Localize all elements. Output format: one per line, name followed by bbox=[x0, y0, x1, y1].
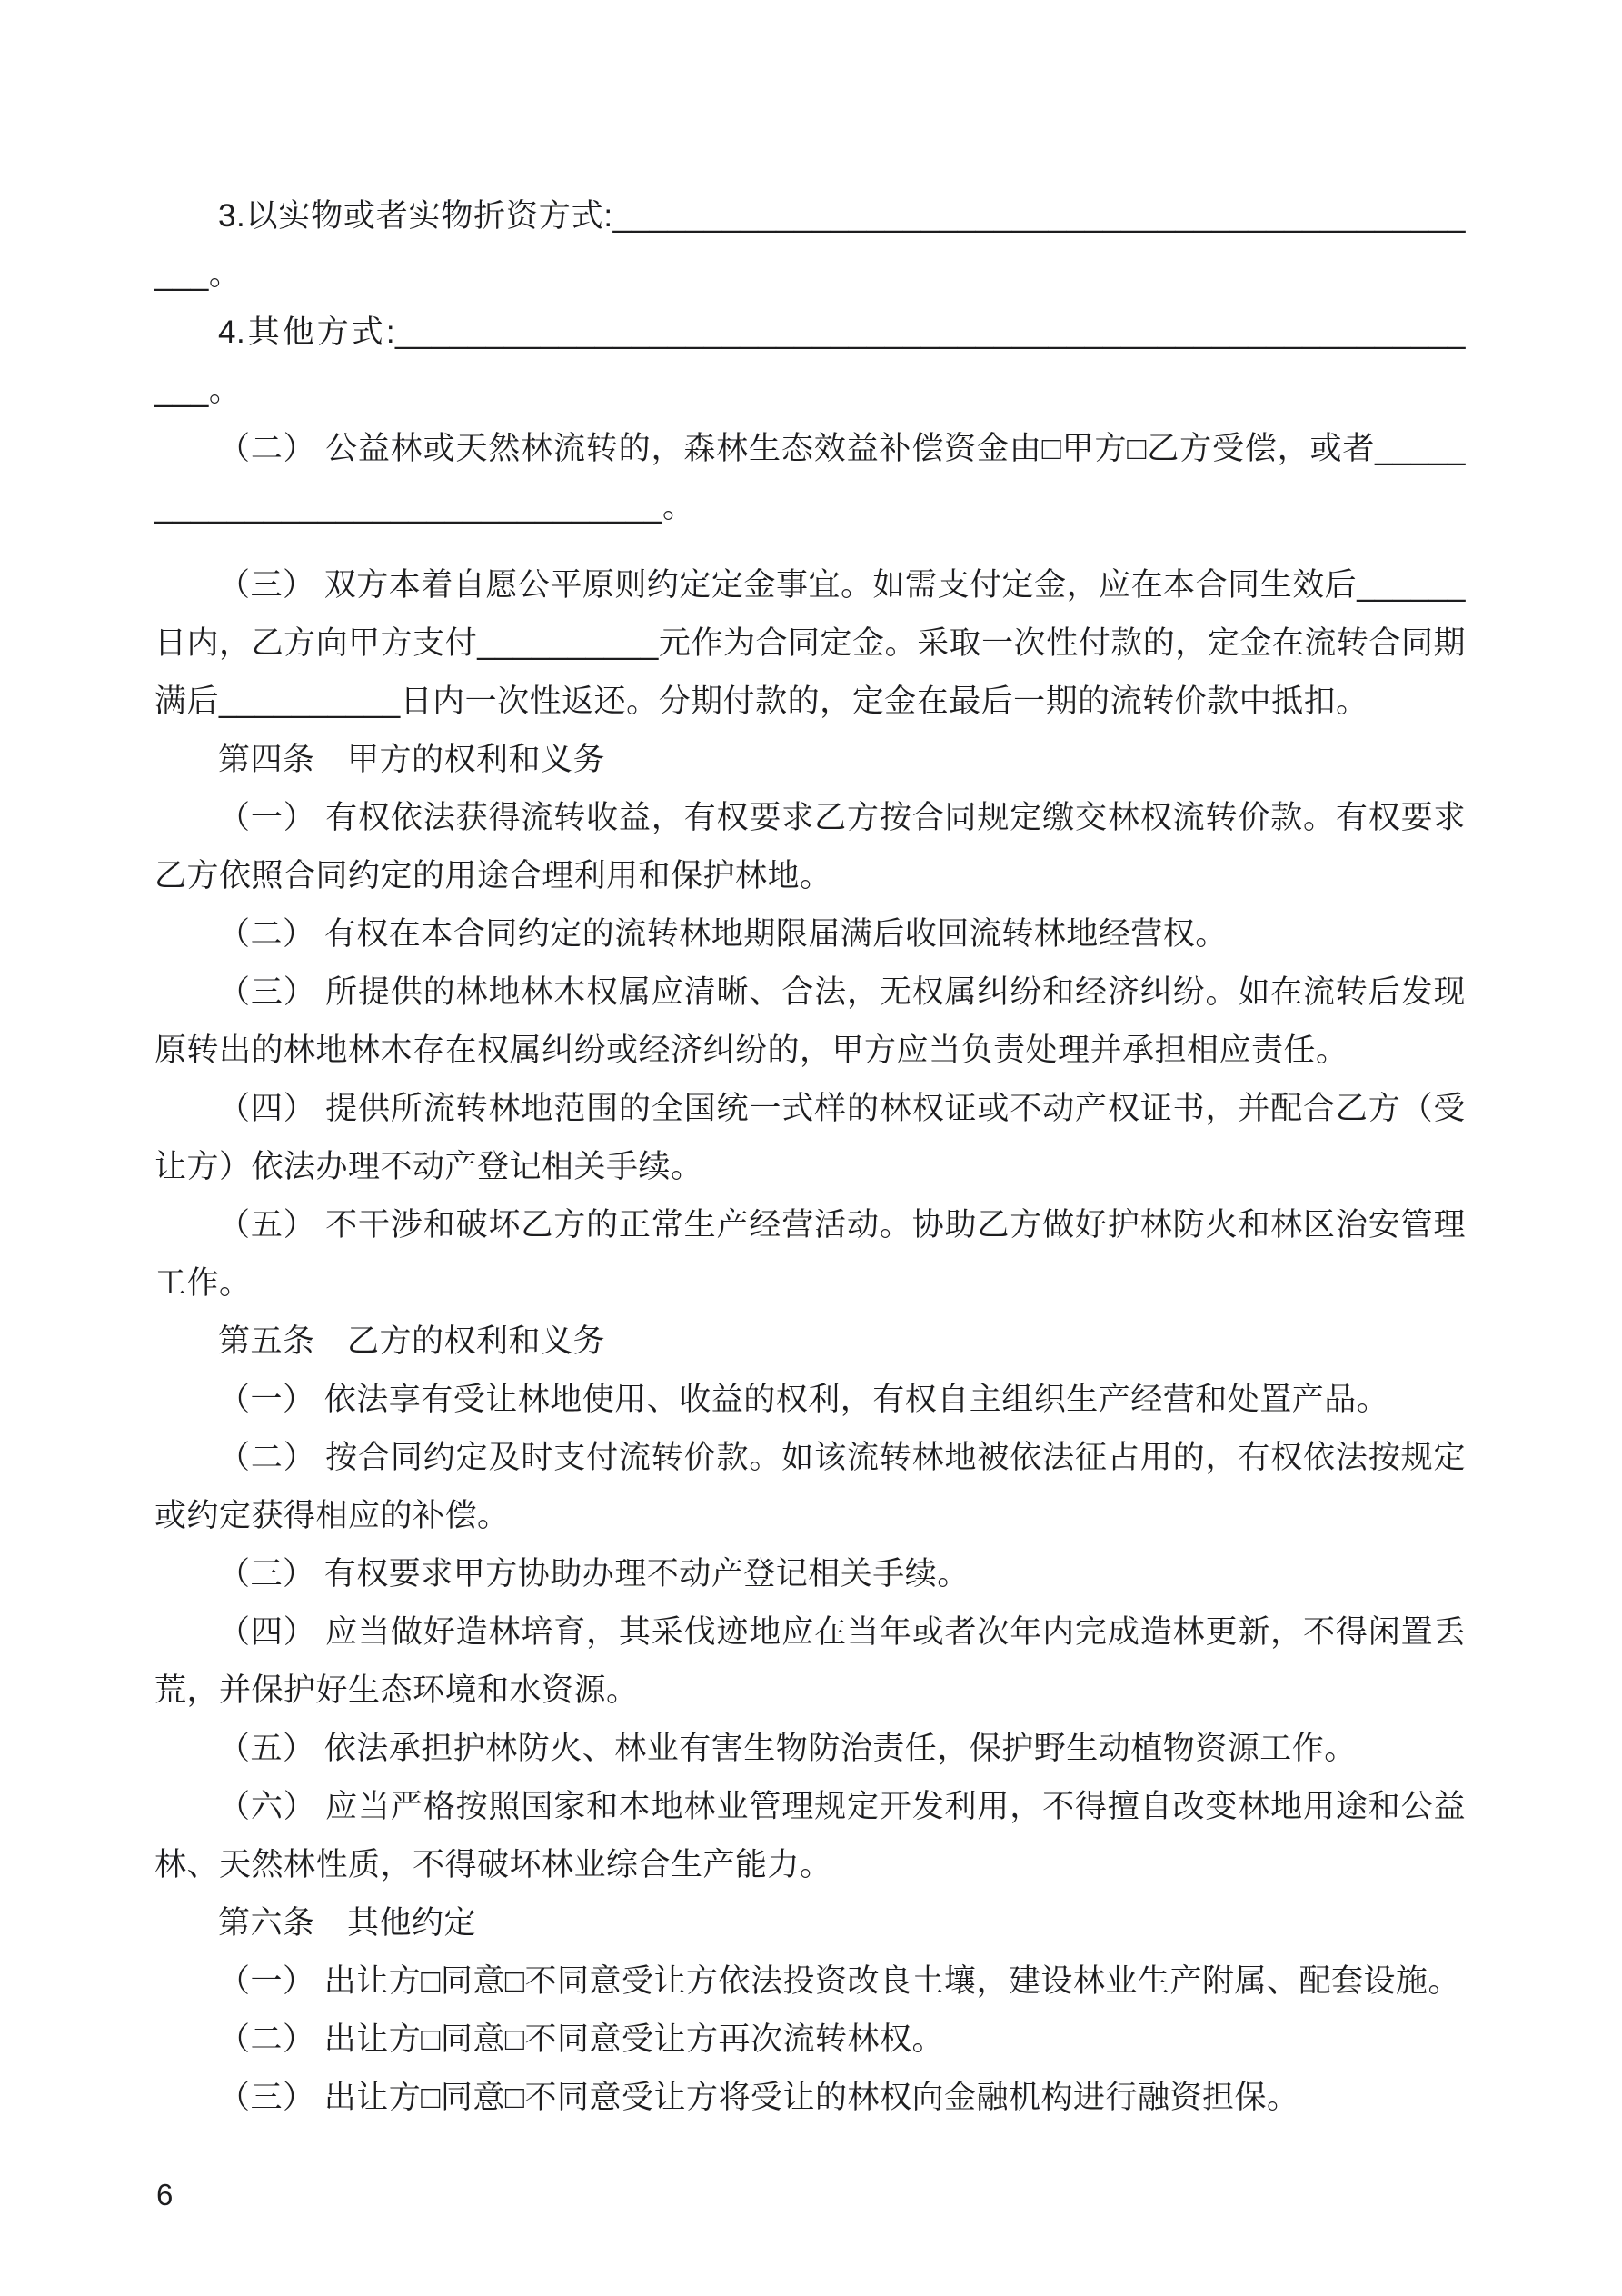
document-paragraph-article4-item-5: （五） 不干涉和破坏乙方的正常生产经营活动。协助乙方做好护林防火和林区治安管理工作。 bbox=[154, 1207, 1466, 1301]
document-paragraph-clause-compensation: （二） 公益林或天然林流转的，森林生态效益补偿资金由□甲方□乙方受偿，或者_________________________________。 bbox=[154, 431, 1466, 524]
document-paragraph-article5-item-3: （三） 有权要求甲方协助办理不动产登记相关手续。 bbox=[218, 1556, 970, 1592]
document-paragraph-article5-item-1: （一） 依法享有受让林地使用、收益的权利，有权自主组织生产经营和处置产品。 bbox=[218, 1382, 1389, 1417]
document-paragraph-blank-item-4: 4.其他方式:______________________________________________________________。 bbox=[154, 314, 1466, 408]
section-heading-article-4: 第四条 甲方的权利和义务 bbox=[218, 742, 606, 777]
section-heading-article-6: 第六条 其他约定 bbox=[218, 1905, 477, 1941]
document-paragraph-article4-item-2: （二） 有权在本合同约定的流转林地期限届满后收回流转林地经营权。 bbox=[218, 916, 1228, 952]
document-paragraph-article5-item-6: （六） 应当严格按照国家和本地林业管理规定开发利用，不得擅自改变林地用途和公益林、天然林性质，不得破坏林业综合生产能力。 bbox=[154, 1789, 1466, 1882]
document-paragraph-blank-item-3: 3.以实物或者实物折资方式:__________________________________________________。 bbox=[154, 198, 1466, 292]
document-paragraph-clause-deposit: （三） 双方本着自愿公平原则约定定金事宜。如需支付定金，应在本合同生效后______日内，乙方向甲方支付__________元作为合同定金。采取一次性付款的，定金在流转合同期满后__________日内一次性返还。分期付款的，定金在最后一期的流转价款中抵扣。 bbox=[154, 567, 1466, 719]
document-paragraph-article5-item-5: （五） 依法承担护林防火、林业有害生物防治责任，保护野生动植物资源工作。 bbox=[218, 1731, 1357, 1766]
document-paragraph-article4-item-3: （三） 所提供的林地林木权属应清晰、合法，无权属纠纷和经济纠纷。如在流转后发现原转出的林地林木存在权属纠纷或经济纠纷的，甲方应当负责处理并承担相应责任。 bbox=[154, 974, 1466, 1068]
document-paragraph-article6-item-3: （三） 出让方□同意□不同意受让方将受让的林权向金融机构进行融资担保。 bbox=[218, 2080, 1299, 2115]
contract-body-text bbox=[154, 187, 1466, 2127]
document-paragraph-article5-item-4: （四） 应当做好造林培育，其采伐迹地应在当年或者次年内完成造林更新，不得闲置丢荒，并保护好生态环境和水资源。 bbox=[154, 1614, 1466, 1708]
document-paragraph-article6-item-2: （二） 出让方□同意□不同意受让方再次流转林权。 bbox=[218, 2021, 945, 2057]
document-paragraph-article4-item-1: （一） 有权依法获得流转收益，有权要求乙方按合同规定缴交林权流转价款。有权要求乙方依照合同约定的用途合理利用和保护林地。 bbox=[154, 800, 1466, 893]
document-paragraph-article4-item-4: （四） 提供所流转林地范围的全国统一式样的林权证或不动产权证书，并配合乙方（受让方）依法办理不动产登记相关手续。 bbox=[154, 1091, 1466, 1184]
page-number: 6 bbox=[156, 2178, 174, 2211]
document-paragraph-article6-item-1: （一） 出让方□同意□不同意受让方依法投资改良土壤，建设林业生产附属、配套设施。 bbox=[218, 1963, 1461, 1999]
document-paragraph-article5-item-2: （二） 按合同约定及时支付流转价款。如该流转林地被依法征占用的，有权依法按规定或约定获得相应的补偿。 bbox=[154, 1440, 1466, 1533]
section-heading-article-5: 第五条 乙方的权利和义务 bbox=[218, 1323, 606, 1359]
